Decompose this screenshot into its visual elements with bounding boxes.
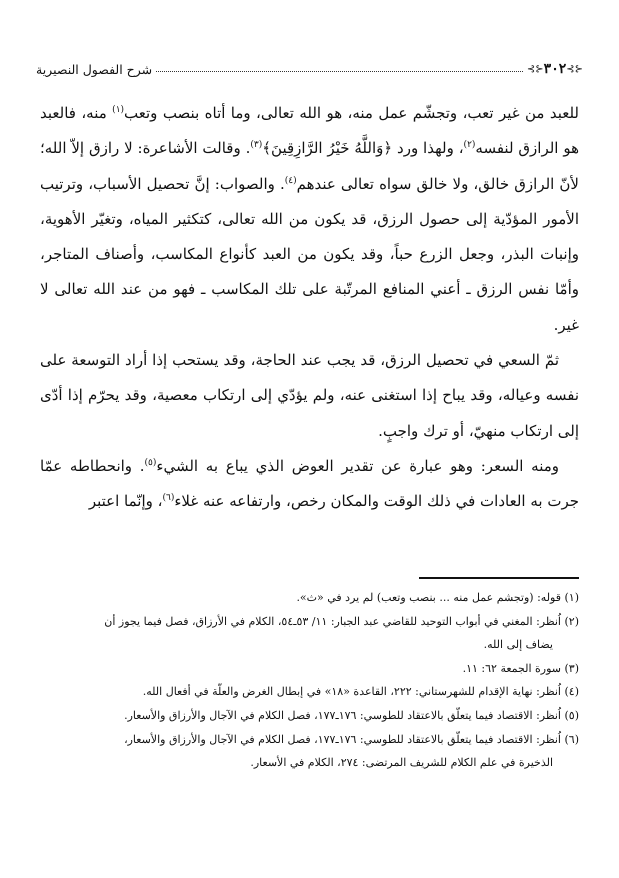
footnote-marker: (٦) <box>162 493 175 504</box>
footnote-4 <box>40 680 579 704</box>
footnote-5 <box>40 704 579 728</box>
footnote-1 <box>40 586 579 610</box>
footnotes <box>40 586 579 775</box>
footnote-text: (٣) سورة الجمعة ٦٢: ١١. <box>462 661 579 675</box>
text-segment: ثمّ السعي في تحصيل الرزق، قد يجب عند الحاجة، وقد يستحب إذا أراد التوسعة على نفسه وعياله، وقد يباح إذا استغنى عنه، ولم يؤدّي إلى ارتكاب معصية، وقد يحرّم إذا أدّى إلى ارتكاب منهيّ، أو ترك واجبٍ. <box>40 351 579 440</box>
footnote-marker: (٤) <box>284 175 297 186</box>
text-segment: ومنه السعر: وهو عبارة عن تقدير العوض الذي يباع به الشيء <box>156 456 559 475</box>
header-ornament-right: ⊰⊱ <box>566 63 583 75</box>
header-ornament-left: ⊰⊱ <box>526 63 544 75</box>
text-segment: للعبد من غير تعب، وتجشّم عمل منه، هو الله تعالى، وما أتاه بنصب وتعب <box>124 104 579 122</box>
footnote-3 <box>40 657 579 681</box>
text-segment: . والصواب: إنَّ تحصيل الأسباب، وترتيب الأمور المؤدّية إلى حصول الرزق، قد يكون من الله تعالى، كتكثير المياه، وتغيّر الأهوية، وإنبات البذر، وجعل الزرع حباً، وقد يكون من العبد كأنواع المكاسب، وأصناف المتاجر، وأمّا نفس الرزق ـ أعني المنافع المرتّبة على تلك المكاسب ـ فهو من عند الله تعالى لا غير. <box>40 174 579 334</box>
footnote-marker: (٢) <box>463 140 476 151</box>
footnote-continuation: الذخيرة في علم الكلام للشريف المرتضى: ٢٧٤، الكلام في الأسعار. <box>250 756 553 770</box>
footnote-text: (٥) اُنظر: الاقتصاد فيما يتعلّق بالاعتقاد للطوسي: ١٧٦ـ١٧٧، فصل الكلام في الآجال والأرزاق والأسعار. <box>124 708 579 722</box>
paragraph-2 <box>40 343 579 449</box>
footnote-separator <box>419 577 579 579</box>
footnote-2 <box>40 610 579 657</box>
text-segment: ، ولهذا ورد ﴿وَاللَّهُ خَيْرُ الرَّازِقِينَ﴾ <box>262 139 464 158</box>
page-header <box>36 58 583 80</box>
header-dot-leader <box>156 71 523 72</box>
footnote-text: (٤) اُنظر: نهاية الإقدام للشهرستاني: ٢٢٢، القاعدة «١٨» في إبطال الغرض والعلّة في أفعال الله. <box>142 685 579 699</box>
footnote-marker: (١) <box>112 105 125 115</box>
text-segment: . وقالت الأشاعرة: لا رازق إلاّ الله؛ لأنّ الرازق خالق، ولا خالق سواه تعالى عندهم <box>40 139 579 193</box>
footnote-text: (٢) اُنظر: المغني في أبواب التوحيد للقاضي عبد الجبار: ١١/ ٥٣ـ٥٤، الكلام في الأرزاق، فصل فيما يجوز أن <box>104 614 579 628</box>
paragraph-3 <box>40 449 579 520</box>
footnote-marker: (٣) <box>250 140 263 151</box>
page-number: ٣٠٢ <box>543 61 567 77</box>
running-title: شرح الفصول النصيرية <box>36 61 153 77</box>
main-text <box>40 96 579 520</box>
text-segment: . وانحطاطه عمّا جرت به العادات في ذلك الوقت والمكان رخص، وارتفاعه عنه غلاء <box>40 456 579 511</box>
footnote-text: (٦) اُنظر: الاقتصاد فيما يتعلّق بالاعتقاد للطوسي: ١٧٦ـ١٧٧، فصل الكلام في الآجال والأرزاق والأسعار، <box>124 732 579 746</box>
footnote-6 <box>40 728 579 775</box>
footnote-continuation: يضاف إلى الله. <box>483 638 553 652</box>
footnote-text: (١) قوله: (وتجشم عمل منه ... بنصب وتعب) لم يرد في «ث». <box>296 591 579 604</box>
text-segment: ، وإنّما اعتبر <box>88 492 163 511</box>
footnote-marker: (٥) <box>144 457 157 468</box>
text-segment: منه، فالعبد هو الرازق لنفسه <box>40 104 579 158</box>
paragraph-1 <box>40 96 579 343</box>
